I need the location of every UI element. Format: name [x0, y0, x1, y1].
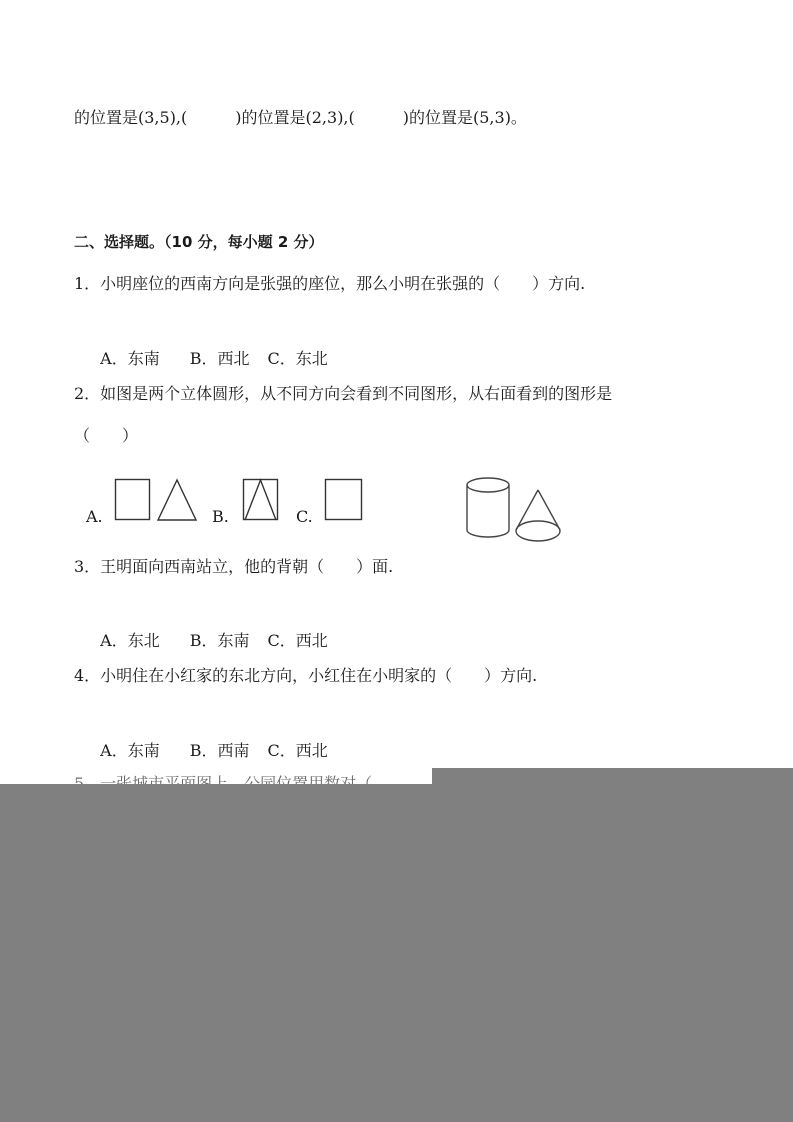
square-shape — [116, 480, 150, 520]
question-2-blank: （ ） — [74, 426, 139, 445]
section-title: 二、选择题。（10 分，每小题 2 分） — [74, 233, 324, 251]
cylinder-top — [467, 478, 509, 492]
question-1-stem: 1．小明座位的西南方向是张强的座位，那么小明在张强的（ ）方向. — [74, 274, 586, 293]
option-c-label[interactable]: C. — [296, 507, 313, 526]
option-b-label[interactable]: B. — [212, 507, 229, 526]
cylinder-cone-figure — [462, 474, 566, 546]
triangle-shape — [245, 480, 276, 520]
question-4-options — [90, 721, 328, 761]
option-a-label[interactable]: A. — [86, 507, 103, 526]
option-b-figure[interactable] — [242, 478, 282, 524]
cylinder-bottom — [467, 530, 509, 537]
question-4-stem: 4．小明住在小红家的东北方向，小红住在小明家的（ ）方向. — [74, 666, 538, 685]
question-1-options — [90, 329, 328, 369]
obscuring-overlay — [0, 784, 793, 1122]
triangle-shape — [158, 480, 196, 520]
question-3-stem: 3．王明面向西南站立，他的背朝（ ）面. — [74, 557, 394, 576]
option-c[interactable]: C．西北 — [267, 741, 328, 760]
option-b[interactable]: B．东南 — [189, 631, 250, 650]
option-a[interactable]: A．东南 — [100, 741, 160, 760]
option-c-figure[interactable] — [324, 478, 364, 524]
option-c[interactable]: C．西北 — [267, 631, 328, 650]
option-c[interactable]: C．东北 — [267, 349, 328, 368]
cone-base — [516, 521, 560, 541]
question-2-stem: 2．如图是两个立体圆形，从不同方向会看到不同图形，从右面看到的图形是 — [74, 384, 613, 403]
option-a[interactable]: A．东南 — [100, 349, 160, 368]
position-sentence: 的位置是(3,5),( )的位置是(2,3),( )的位置是(5,3)。 — [74, 108, 527, 127]
option-a[interactable]: A．东北 — [100, 631, 160, 650]
square-shape — [326, 480, 362, 520]
option-b[interactable]: B．西北 — [189, 349, 250, 368]
question-3-options — [90, 611, 328, 651]
option-a-figure[interactable] — [114, 478, 198, 524]
option-b[interactable]: B．西南 — [189, 741, 250, 760]
square-shape — [244, 480, 278, 520]
